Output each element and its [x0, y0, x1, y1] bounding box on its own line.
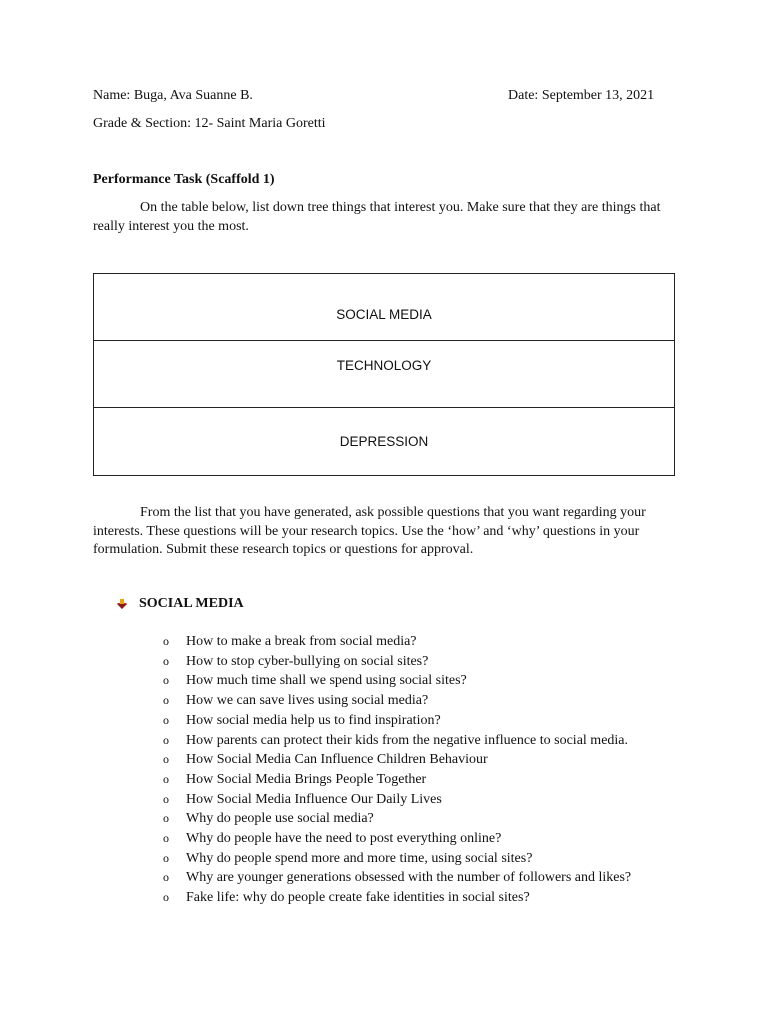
instruction-paragraph-1 — [93, 199, 683, 236]
circle-bullet: o — [163, 890, 169, 905]
arrow-bullet-icon — [116, 598, 128, 610]
list-item — [160, 790, 680, 810]
question-text: How much time shall we spend using social sites? — [186, 673, 467, 689]
circle-bullet: o — [163, 712, 169, 727]
circle-bullet: o — [163, 732, 169, 747]
list-item — [160, 809, 680, 829]
question-text: How Social Media Brings People Together — [186, 771, 427, 787]
question-text: How to make a break from social media? — [186, 634, 417, 649]
section-heading-text: SOCIAL MEDIA — [139, 596, 244, 611]
date: Date: September 13, 2021 — [508, 88, 655, 103]
circle-bullet: o — [163, 634, 169, 648]
questions-list — [160, 632, 680, 908]
list-item — [160, 671, 680, 691]
instruction-1-text: On the table below, list down tree things that interest you. Make sure that they are things that really interest you the most. — [93, 200, 661, 234]
circle-bullet: o — [163, 831, 169, 846]
circle-bullet: o — [163, 791, 169, 806]
interest-cell-3: DEPRESSION — [94, 408, 675, 476]
list-item — [160, 750, 680, 770]
list-item — [160, 711, 680, 731]
section-heading — [116, 596, 244, 612]
instruction-paragraph-2 — [93, 504, 683, 560]
list-item — [160, 731, 680, 751]
list-item — [160, 829, 680, 849]
list-item — [160, 888, 680, 908]
circle-bullet: o — [163, 673, 169, 688]
list-item — [160, 868, 656, 888]
question-text: How we can save lives using social media? — [186, 693, 429, 709]
circle-bullet: o — [163, 693, 169, 708]
question-text: How Social Media Influence Our Daily Lives — [186, 791, 442, 807]
question-text: How parents can protect their kids from the negative influence to social media. — [186, 732, 629, 748]
interest-cell-1: SOCIAL MEDIA — [94, 274, 675, 341]
circle-bullet: o — [163, 752, 169, 767]
question-text: How to stop cyber-bullying on social sites? — [186, 653, 429, 669]
list-item — [160, 652, 680, 672]
list-item — [160, 770, 680, 790]
question-text: Why do people have the need to post everything online? — [186, 831, 502, 847]
circle-bullet: o — [163, 771, 169, 786]
list-item — [160, 691, 680, 711]
grade-section: Grade & Section: 12- Saint Maria Goretti — [93, 116, 326, 131]
circle-bullet: o — [163, 653, 169, 668]
question-text: How Social Media Can Influence Children Behaviour — [186, 752, 488, 768]
list-item — [160, 849, 680, 869]
list-item — [160, 632, 680, 652]
question-text: How social media help us to find inspiration? — [186, 712, 441, 728]
student-name: Name: Buga, Ava Suanne B. — [93, 88, 253, 103]
circle-bullet: o — [163, 870, 169, 885]
question-text: Why do people use social media? — [186, 811, 374, 827]
instruction-2-text: From the list that you have generated, ask possible questions that you want regarding your interests. These questions will be your research topics. Use the ‘how’ and ‘why’ questions in your formulation. Submit these research topics or questions for approval. — [93, 505, 646, 557]
circle-bullet: o — [163, 811, 169, 826]
interests-table — [93, 273, 675, 476]
circle-bullet: o — [163, 850, 169, 865]
task-title: Performance Task (Scaffold 1) — [93, 172, 275, 187]
question-text: Fake life: why do people create fake identities in social sites? — [186, 890, 530, 906]
interest-cell-2: TECHNOLOGY — [94, 341, 675, 408]
question-text: Why do people spend more and more time, using social sites? — [186, 850, 533, 866]
question-text: Why are younger generations obsessed with the number of followers and likes? — [186, 870, 632, 886]
